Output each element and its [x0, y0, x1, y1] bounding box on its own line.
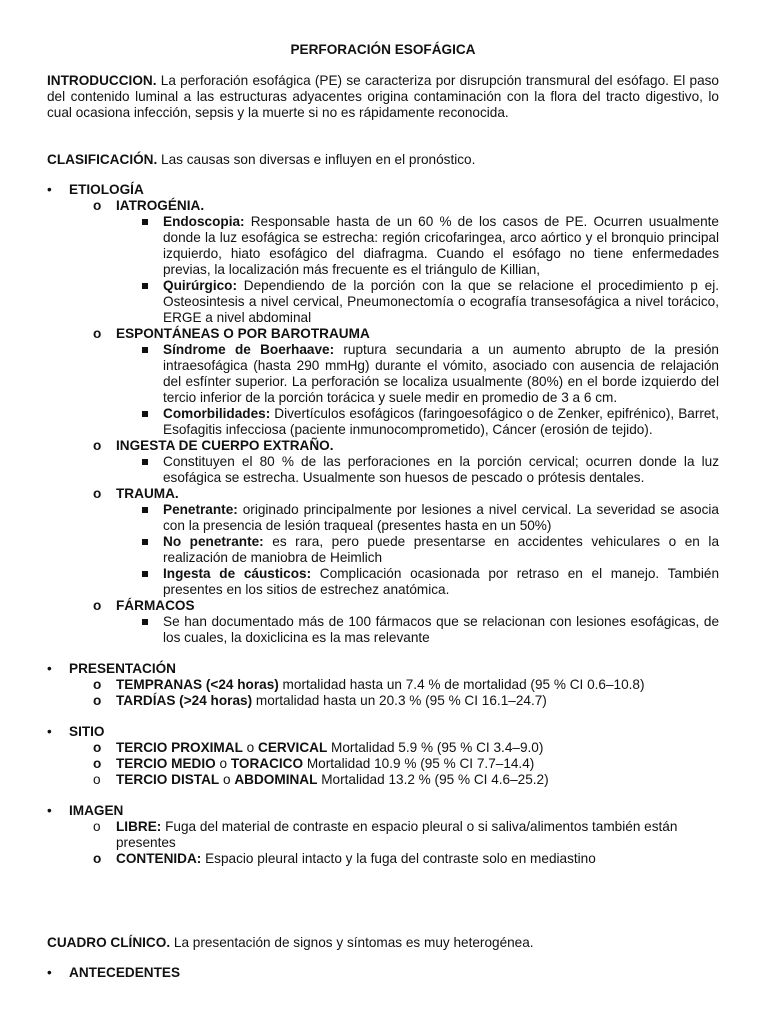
- list-item: o TERCIO DISTAL o ABDOMINAL Mortalidad 13.2 % (95 % CI 4.6–25.2): [93, 772, 549, 787]
- list-item: o TEMPRANAS (<24 horas) mortalidad hasta un 7.4 % de mortalidad (95 % CI 0.6–10.8): [93, 677, 645, 692]
- section-imagen: [47, 803, 719, 867]
- iatrogenia-label: IATROGÉNIA.: [116, 198, 205, 213]
- list-item: Endoscopia: Responsable hasta de un 60 % de los casos de PE. Ocurren usualmente donde la luz esofágica se estrecha: región cricofaringea, arco aórtico y el bronquio principal izquierdo, hiato esofágico del diafragma. Cuando el esófago no tiene enfermedades previas, la localización más frecuente es el triángulo de Killian,: [116, 214, 719, 278]
- imagen-label: IMAGEN: [69, 803, 124, 818]
- list-item: o TARDÍAS (>24 horas) mortalidad hasta un 20.3 % (95 % CI 16.1–24.7): [93, 693, 547, 708]
- list-item: Comorbilidades: Divertículos esofágicos (faringoesofágico o de Zenker, epifrénico), Barret, Esofagitis infecciosa (paciente inmunocomprometido), Cáncer (erosión de tejido).: [116, 406, 719, 438]
- list-item: o CONTENIDA: Espacio pleural intacto y la fuga del contraste solo en mediastino: [93, 851, 596, 866]
- antecedentes-label: ANTECEDENTES: [69, 965, 181, 980]
- subsection-espontaneas: o ESPONTÁNEAS O POR BAROTRAUMA Síndrome de Boerhaave: ruptura secundaria a un aumento abrupto de la presión intraesofágica (hasta 290 mmHg) durante el vómito, asociado con ausencia de relajación del esfínter superior. La perforación se localiza usualmente (80%) en el borde izquierdo del tercio inferior de la porción torácica y suele medir en promedio de 3 a 6 cm. Comorbilidades: Divertículos esofágicos (faringoesofágico o de Zenker, epifrénico), Barret, Esofagitis infecciosa (paciente inmunocomprometido), Cáncer (erosión de tejido).: [93, 326, 719, 437]
- subsection-iatrogenia: o IATROGÉNIA. Endoscopia: Responsable hasta de un 60 % de los casos de PE. Ocurren usualmente donde la luz esofágica se estrecha: región cricofaringea, arco aórtico y el bronquio principal izquierdo, hiato esofágico del diafragma. Cuando el esófago no tiene enfermedades previas, la localización más frecuente es el triángulo de Killian, Quirúrgico: Dependiendo de la porción con la que se relacione el procedimiento p ej. Osteosintesis a nivel cervical, Pneumonectomía o ecografía transesofágica a nivel torácico, ERGE a nivel abdominal: [93, 198, 719, 325]
- list-item: Constituyen el 80 % de las perforaciones en la porción cervical; ocurren donde la luz esofágica se estrecha. Usualmente son huesos de pescado o prótesis dentales.: [116, 454, 719, 486]
- espontaneas-items: [116, 342, 719, 438]
- list-item: o TERCIO MEDIO o TORACICO Mortalidad 10.9 % (95 % CI 7.7–14.4): [93, 756, 535, 771]
- cuerpo-extrano-label: INGESTA DE CUERPO EXTRAÑO.: [116, 438, 334, 453]
- section-presentacion: [47, 661, 719, 709]
- intro-paragraph: [47, 73, 719, 121]
- list-item: Ingesta de cáusticos: Complicación ocasionada por retraso en el manejo. También presentes en los sitios de estrechez anatómica.: [116, 566, 719, 598]
- intro-label: INTRODUCCION.: [47, 73, 157, 88]
- presentacion-label: PRESENTACIÓN: [69, 661, 176, 676]
- trauma-items: [116, 502, 719, 598]
- antecedentes-list: [47, 965, 719, 981]
- farmacos-items: [116, 614, 719, 646]
- section-sitio: [47, 724, 719, 788]
- trauma-label: TRAUMA.: [116, 486, 179, 501]
- list-item: Quirúrgico: Dependiendo de la porción con la que se relacione el procedimiento p ej. Osteosintesis a nivel cervical, Pneumonectomía o ecografía transesofágica a nivel torácico, ERGE a nivel abdominal: [116, 278, 719, 326]
- subsection-cuerpo-extrano: o INGESTA DE CUERPO EXTRAÑO. Constituyen el 80 % de las perforaciones en la porción cervical; ocurren donde la luz esofágica se estrecha. Usualmente son huesos de pescado o prótesis dentales.: [93, 438, 719, 485]
- etiologia-label: ETIOLOGÍA: [69, 182, 144, 197]
- list-item: o LIBRE: Fuga del material de contraste en espacio pleural o si saliva/alimentos también están presentes: [93, 819, 678, 850]
- clasificacion-text: Las causas son diversas e influyen en el pronóstico.: [157, 152, 476, 167]
- cuerpo-extrano-items: [116, 454, 719, 486]
- sitio-label: SITIO: [69, 724, 105, 739]
- iatrogenia-items: [116, 214, 719, 326]
- list-item: Síndrome de Boerhaave: ruptura secundaria a un aumento abrupto de la presión intraesofágica (hasta 290 mmHg) durante el vómito, asociado con ausencia de relajación del esfínter superior. La perforación se localiza usualmente (80%) en el borde izquierdo del tercio inferior de la porción torácica y suele medir en promedio de 3 a 6 cm.: [116, 342, 719, 406]
- list-item: o TERCIO PROXIMAL o CERVICAL Mortalidad 5.9 % (95 % CI 3.4–9.0): [93, 740, 544, 755]
- espontaneas-label: ESPONTÁNEAS O POR BAROTRAUMA: [116, 326, 370, 341]
- document-title: PERFORACIÓN ESOFÁGICA: [290, 42, 476, 57]
- subsection-trauma: o TRAUMA. Penetrante: originado principalmente por lesiones a nivel cervical. La severidad se asocia con la presencia de lesión traqueal (presentes hasta en un 50%) No penetrante: es rara, pero puede presentarse en accidentes vehiculares o en la realización de maniobra de Heimlich Ingesta de cáusticos: Complicación ocasionada por retraso en el manejo. También presentes en los sitios de estrechez anatómica.: [93, 486, 720, 597]
- section-list: [47, 182, 719, 867]
- farmacos-label: FÁRMACOS: [116, 598, 195, 613]
- list-item: Se han documentado más de 100 fármacos que se relacionan con lesiones esofágicas, de los cuales, la doxiclicina es la mas relevante: [116, 614, 719, 646]
- clasificacion-label: CLASIFICACIÓN.: [47, 152, 158, 167]
- etiologia-sublist: [69, 198, 719, 646]
- subsection-farmacos: o FÁRMACOS Se han documentado más de 100 fármacos que se relacionan con lesiones esofágicas, de los cuales, la doxiclicina es la mas relevante: [93, 598, 719, 645]
- cuadro-paragraph: [47, 935, 719, 951]
- clasificacion-paragraph: [47, 152, 719, 168]
- cuadro-text: La presentación de signos y síntomas es muy heterogénea.: [170, 935, 534, 950]
- section-antecedentes: [47, 965, 719, 981]
- section-etiologia: [47, 182, 719, 646]
- list-item: Penetrante: originado principalmente por lesiones a nivel cervical. La severidad se asocia con la presencia de lesión traqueal (presentes hasta en un 50%): [116, 502, 719, 534]
- intro-text: La perforación esofágica (PE) se caracteriza por disrupción transmural del esófago. El paso del contenido luminal a las estructuras adyacentes origina contaminación con la flora del tracto digestivo, lo cual ocasiona infección, sepsis y la muerte si no es rápidamente reconocida.: [47, 73, 719, 120]
- cuadro-label: CUADRO CLÍNICO.: [47, 935, 171, 950]
- sitio-sublist: [69, 740, 719, 788]
- imagen-sublist: [69, 819, 719, 867]
- document-page: [47, 42, 719, 981]
- list-item: No penetrante: es rara, pero puede presentarse en accidentes vehiculares o en la realización de maniobra de Heimlich: [116, 534, 719, 566]
- presentacion-sublist: [69, 677, 719, 709]
